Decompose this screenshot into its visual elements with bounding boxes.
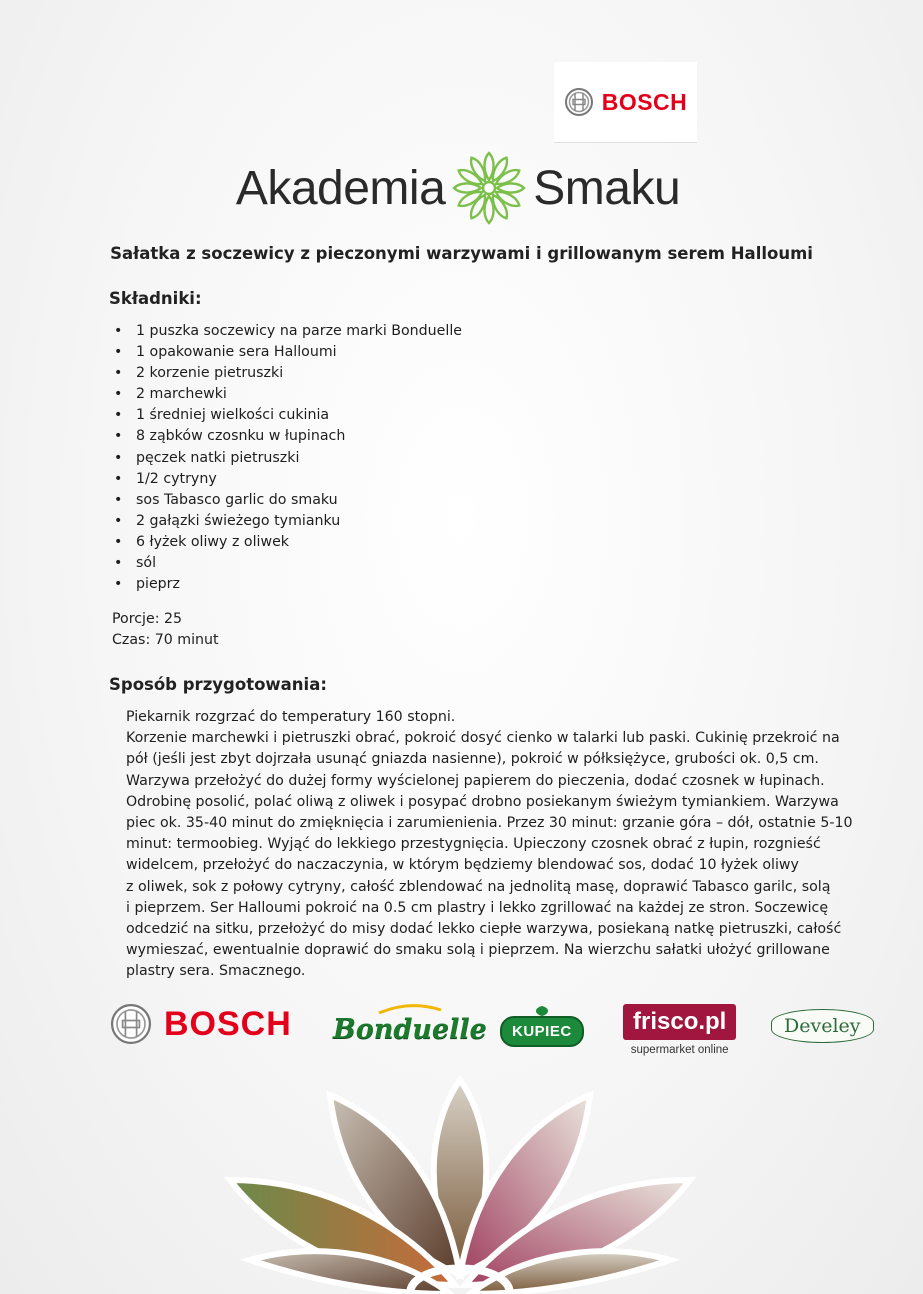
bosch-wordmark: BOSCH <box>601 88 688 115</box>
kupiec-logo <box>500 1004 584 1048</box>
bosch-armature-icon <box>564 87 594 117</box>
frisco-tagline: supermarket online <box>630 1044 729 1056</box>
develey-logo <box>771 1006 874 1046</box>
kupiec-leaf-icon <box>530 1006 554 1016</box>
bonduelle-logo <box>333 998 487 1050</box>
sponsor-logos <box>105 996 870 1066</box>
kupiec-wordmark: KUPIEC <box>500 1016 584 1047</box>
method-line: Korzenie marchewki i pietruszki obrać, pokroić dosyć cienko w talarki lub paski. Cukinię przekroić na <box>126 730 840 747</box>
akademia-smaku-logo <box>218 148 698 228</box>
list-item: • 2 marchewki <box>111 384 462 405</box>
list-item: • sos Tabasco garlic do smaku <box>111 490 462 511</box>
method-text <box>126 707 871 983</box>
method-line: z oliwek, sok z połowy cytryny, całość zblendować na jednolitą masę, doprawić Tabasco garilc, solą <box>126 878 831 895</box>
list-item: • 8 ząbków czosnku w łupinach <box>111 426 462 447</box>
bosch-armature-icon <box>110 1003 152 1045</box>
logo-word-smaku: Smaku <box>533 161 681 215</box>
logo-word-akademia: Akademia <box>235 161 446 215</box>
list-item: • pęczek natki pietruszki <box>111 448 462 469</box>
method-line: wymieszać, ewentualnie doprawić do smaku solą i pieprzem. Na wierzchu sałatki ułożyć grillowane <box>126 942 830 959</box>
ingredients-heading: Składniki: <box>109 289 202 308</box>
ingredients-list <box>111 321 462 595</box>
green-flower-icon <box>451 150 527 226</box>
develey-wordmark: Develey <box>771 1009 874 1043</box>
list-item: • 2 gałązki świeżego tymianku <box>111 511 462 532</box>
method-line: pół (jeśli jest zbyt dojrzała usunąć gniazda nasienne), pokroić w półksiężyce, grubości ok. 0,5 cm. <box>126 751 819 768</box>
method-line: piec ok. 35-40 minut do zmięknięcia i zarumienienia. Przez 30 minut: grzanie góra – dół, ostatnie 5-10 <box>126 815 853 832</box>
list-item: • 1 puszka soczewicy na parze marki Bonduelle <box>111 321 462 342</box>
bosch-wordmark: BOSCH <box>164 1004 292 1043</box>
method-line: Warzywa przełożyć do dużej formy wyścielonej papierem do pieczenia, dodać czosnek w łupinach. <box>126 772 825 789</box>
method-line: Piekarnik rozgrzać do temperatury 160 stopni. <box>126 709 456 725</box>
bosch-top-logo <box>554 62 697 142</box>
method-line: widelcem, przełożyć do naczaczynia, w którym będziemy blendować sos, dodać 10 łyżek oliwy <box>126 857 799 874</box>
method-line: i pieprzem. Ser Halloumi pokroić na 0.5 cm plastry i lekko zgrillować na każdej ze stron. Soczewicę <box>126 899 829 916</box>
list-item: • pieprz <box>111 574 462 595</box>
list-item: • 1/2 cytryny <box>111 469 462 490</box>
servings-text: Porcje: 25 <box>112 611 183 627</box>
list-item: • sól <box>111 553 462 574</box>
list-item: • 1 opakowanie sera Halloumi <box>111 342 462 363</box>
method-line: Odrobinę posolić, polać oliwą z oliwek i posypać drobno posiekanym świeżym tymiankiem. Warzywa <box>126 793 839 810</box>
method-line: plastry sera. Smacznego. <box>126 963 306 980</box>
list-item: • 1 średniej wielkości cukinia <box>111 405 462 426</box>
bonduelle-wordmark: Bonduelle <box>333 1013 487 1045</box>
bosch-sponsor-logo <box>110 1002 292 1046</box>
recipe-title: Sałatka z soczewicy z pieczonymi warzywami i grillowanym serem Halloumi <box>110 244 813 263</box>
method-line: minut: termoobieg. Wyjąć do lekkiego przestygnięcia. Upieczony czosnek obrać z łupin, rozgnieść <box>126 836 821 853</box>
method-heading: Sposób przygotowania: <box>109 675 327 694</box>
frisco-wordmark: frisco.pl <box>623 1004 736 1040</box>
decorative-flower-graphic <box>210 1070 710 1294</box>
frisco-logo <box>623 1004 736 1056</box>
bonduelle-swoosh-icon <box>375 1004 445 1014</box>
list-item: • 2 korzenie pietruszki <box>111 363 462 384</box>
list-item: • 6 łyżek oliwy z oliwek <box>111 532 462 553</box>
time-text: Czas: 70 minut <box>112 632 219 648</box>
method-line: odcedzić na sitku, przełożyć do misy dodać lekko ciepłe warzywa, posiekaną natkę pietruszki, całość <box>126 921 842 938</box>
